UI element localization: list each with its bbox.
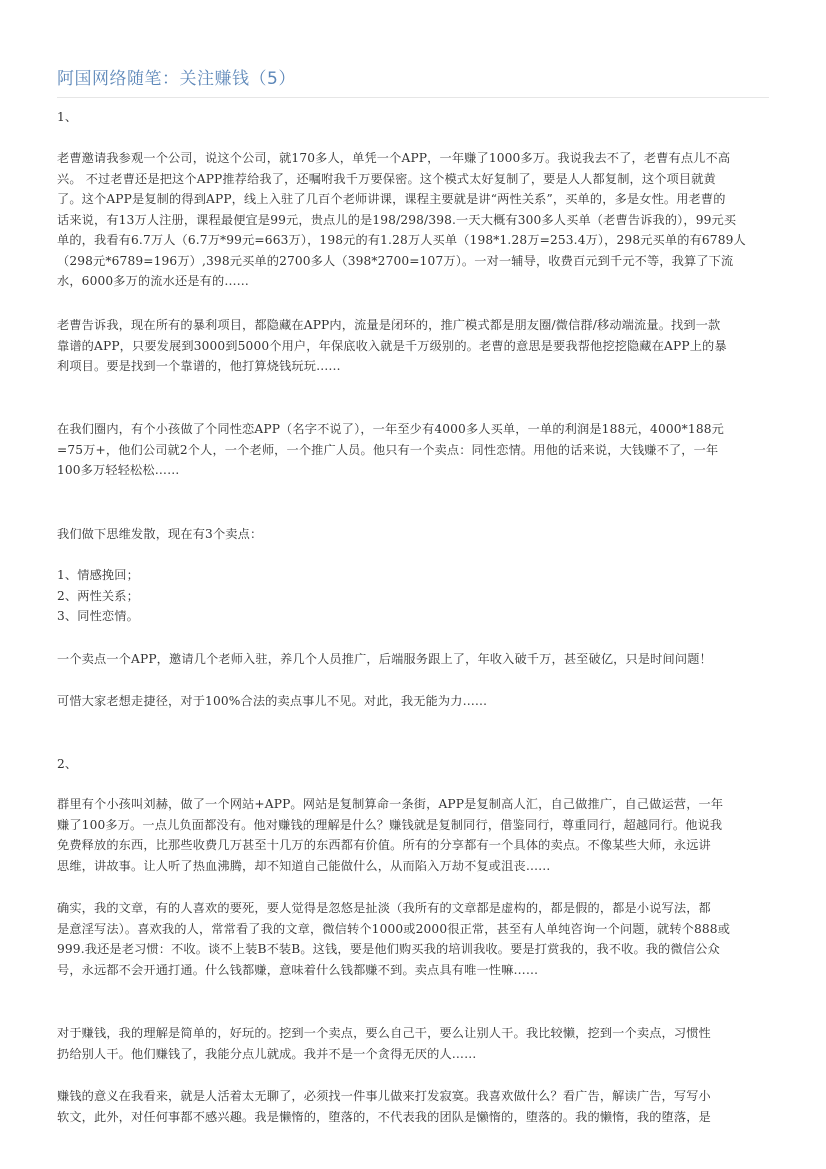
paragraph-line: 确实，我的文章，有的人喜欢的要死，要人觉得是忽悠是扯淡（我所有的文章都是虚构的，都是假的，都是小说写法，都 <box>57 901 711 915</box>
paragraph-line: 老曹告诉我，现在所有的暴利项目，都隐藏在APP内，流量是闭环的，推广模式都是朋友圈/微信群/移动端流量。找到一款 <box>57 318 721 332</box>
paragraph-line: 话来说，有13万人注册，课程最便宜是99元，贵点儿的是198/298/398.一天大概有300多人买单（老曹告诉我的），99元买 <box>57 212 737 227</box>
paragraph-line: 靠谱的APP，只要发展到3000到5000个用户，年保底收入就是千万级别的。老曹的意思是要我帮他挖挖隐藏在APP上的暴 <box>57 338 727 353</box>
paragraph-line: 100多万轻轻松松…… <box>57 463 180 477</box>
page-title: 阿国网络随笔：关注赚钱（5） <box>57 69 296 89</box>
selling-points-list <box>57 565 769 627</box>
list-item: 1、情感挽回； <box>57 568 139 582</box>
paragraph-6: 可惜大家老想走捷径，对于100%合法的卖点事儿不见。对此，我无能为力…… <box>57 694 488 708</box>
paragraph-1 <box>57 148 769 292</box>
paragraph-line: 扔给别人干。他们赚钱了，我能分点儿就成。我并不是一个贪得无厌的人…… <box>57 1046 477 1061</box>
paragraph-line: =75万+，他们公司就2个人，一个老师，一个推广人员。他只有一个卖点：同性恋情。用他的话来说，大钱赚不了，一年 <box>57 442 719 457</box>
paragraph-line: 利项目。要是找到一个靠谱的，他打算烧钱玩玩…… <box>57 359 341 373</box>
paragraph-line: 水，6000多万的流水还是有的…… <box>57 274 250 288</box>
paragraph-line: 了。这个APP是复制的得到APP，线上入驻了几百个老师讲课，课程主要就是讲“两性关系”，买单的，多是女性。用老曹的 <box>57 192 726 206</box>
paragraph-3 <box>57 419 769 481</box>
paragraph-line: 兴。 不过老曹还是把这个APP推荐给我了，还嘱咐我千万要保密。这个模式太好复制了，要是人人都复制，这个项目就黄 <box>57 171 716 186</box>
paragraph-line: 软文，此外，对任何事都不感兴趣。我是懒惰的，堕落的，不代表我的团队是懒惰的，堕落的。我的懒惰，我的堕落，是 <box>57 1109 711 1124</box>
section-number-1: 1、 <box>57 110 78 124</box>
paragraph-9 <box>57 1023 769 1064</box>
paragraph-line: 赚钱的意义在我看来，就是人活着太无聊了，必须找一件事儿做来打发寂寞。我喜欢做什么？看广告，解读广告，写写小 <box>57 1089 711 1103</box>
paragraph-2 <box>57 315 769 377</box>
paragraph-line: 免费释放的东西，比那些收费几万甚至十几万的东西都有价值。所有的分享都有一个具体的卖点。不像某些大师，永远讲 <box>57 838 711 852</box>
paragraph-4: 我们做下思维发散，现在有3个卖点： <box>57 527 263 541</box>
paragraph-line: 老曹邀请我参观一个公司，说这个公司，就170多人，单凭一个APP，一年赚了1000多万。我说我去不了，老曹有点儿不高 <box>57 151 731 165</box>
paragraph-10 <box>57 1086 769 1127</box>
paragraph-7 <box>57 794 769 876</box>
paragraph-line: 单的，我看有6.7万人（6.7万*99元=663万），198元的有1.28万人买单（198*1.28万=253.4万），298元买单的有6789人 <box>57 233 746 247</box>
section-number-2: 2、 <box>57 757 78 771</box>
list-item: 2、两性关系； <box>57 588 139 603</box>
paragraph-5: 一个卖点一个APP，邀请几个老师入驻，养几个人员推广，后端服务跟上了，年收入破千万，甚至破亿，只是时间问题！ <box>57 652 712 666</box>
paragraph-line: 赚了100多万。一点儿负面都没有。他对赚钱的理解是什么？赚钱就是复制同行，借鉴同行，尊重同行，超越同行。他说我 <box>57 817 723 832</box>
paragraph-line: 号，永远都不会开通打通。什么钱都赚，意味着什么钱都赚不到。卖点具有唯一性嘛…… <box>57 962 539 977</box>
paragraph-line: （298元*6789=196万）,398元买单的2700多人（398*2700=107万）。一对一辅导，收费百元到千元不等，我算了下流 <box>57 253 734 268</box>
paragraph-line: 是意淫写法）。喜欢我的人，常常看了我的文章，微信转个1000或2000很正常，甚至有人单纯咨询一个问题，就转个888或 <box>57 921 731 936</box>
title-divider <box>57 97 769 98</box>
paragraph-line: 对于赚钱，我的理解是简单的，好玩的。挖到一个卖点，要么自己干，要么让别人干。我比较懒，挖到一个卖点，习惯性 <box>57 1026 711 1040</box>
paragraph-line: 在我们圈内，有个小孩做了个同性恋APP（名字不说了），一年至少有4000多人买单，一单的利润是188元，4000*188元 <box>57 422 724 436</box>
list-item: 3、同性恋情。 <box>57 609 139 623</box>
paragraph-line: 群里有个小孩叫刘赫，做了一个网站+APP。网站是复制算命一条街，APP是复制高人汇，自己做推广，自己做运营，一年 <box>57 797 724 811</box>
paragraph-line: 999.我还是老习惯：不收。谈不上装B不装B。这钱，要是他们购买我的培训我收。要是打赏我的，我不收。我的微信公众 <box>57 942 720 956</box>
paragraph-8 <box>57 898 769 980</box>
paragraph-line: 思维，讲故事。让人听了热血沸腾，却不知道自己能做什么，从而陷入万劫不复或沮丧…… <box>57 858 551 873</box>
